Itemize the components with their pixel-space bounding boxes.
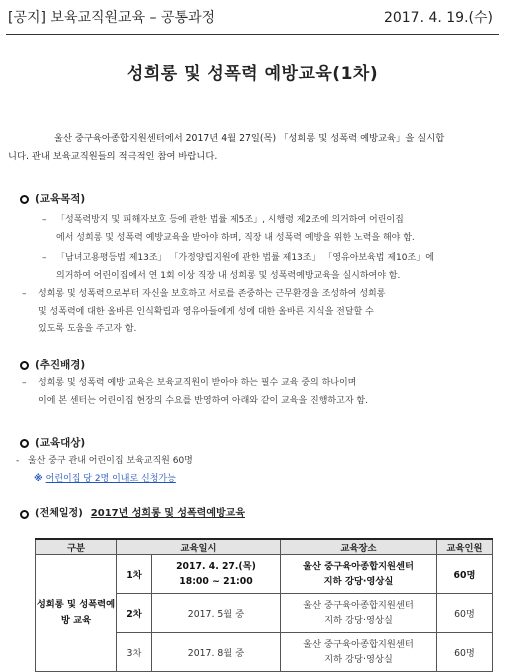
table-row	[36, 555, 493, 594]
list-item: – 성희롱 및 성폭력 예방 교육은 보육교직원이 받아야 하는 필수 교육 중의 하나이며 이에 본 센터는 어린이집 현장의 수요를 반영하여 아래와 같이 교육을 진행하고자 함.	[22, 378, 368, 406]
section-schedule	[20, 505, 490, 523]
table-header-row	[36, 539, 493, 555]
list-item: – 성희롱 및 성폭력으로부터 자신을 보호하고 서로를 존중하는 근무환경을 조성하여 성희롱 및 성폭력에 대한 올바른 인식확립과 영유아들에게 성에 대한 올바른 지식을 전달할 수 있도록 도움을 주고자 함.	[22, 289, 386, 334]
column-header: 교육인원	[437, 539, 493, 555]
section-purpose	[20, 190, 490, 339]
list-item: – 「성폭력방지 및 피해자보호 등에 관한 법률 제5조」, 시행령 제2조에 의거하여 어린이집 에서 성희롱 및 성폭력 예방교육을 받아야 하며, 직장 내 성폭력 예방을 위한 노력을 해야 함.	[42, 215, 415, 243]
intro-paragraph	[8, 130, 496, 166]
circle-bullet-icon	[20, 439, 29, 448]
circle-bullet-icon	[20, 510, 29, 519]
section-heading-text: (교육대상)	[35, 437, 86, 449]
list-item: - 울산 중구 관내 어린이집 보육교직원 60명	[16, 456, 193, 466]
note-line: ※ 어린이집 당 2명 이내로 신청가능	[34, 473, 176, 484]
list-item: – 「남녀고용평등법 제13조」 「가정양립지원에 관한 법률 제13조」 「영유아보육법 제10조」에 의거하여 어린이집에서 연 1회 이상 직장 내 성희롱 및 성폭력예방교육을 실시하여야 함.	[42, 253, 434, 281]
section-heading-text: (전체일정)	[35, 508, 83, 519]
schedule-subtitle: 2017년 성희롱 및 성폭력예방교육	[90, 508, 245, 519]
round-cell: 2차	[117, 594, 152, 633]
place-cell: 울산 중구육아종합지원센터 지하 강당·영상실	[281, 594, 437, 633]
notice-category: [공지] 보육교직원교육 – 공통과정	[8, 10, 216, 26]
section-heading-text: (추진배경)	[35, 359, 86, 371]
date-cell: 2017. 8월 중	[152, 633, 281, 672]
round-cell: 1차	[117, 555, 152, 594]
round-cell: 3차	[117, 633, 152, 672]
notice-header	[6, 0, 499, 35]
intro-line: 니다. 관내 보육교직원들의 적극적인 참여 바랍니다.	[8, 151, 218, 162]
section-heading	[20, 190, 490, 208]
count-cell: 60명	[437, 594, 493, 633]
section-background	[20, 356, 490, 410]
section-target	[16, 434, 490, 488]
circle-bullet-icon	[20, 361, 29, 370]
column-header: 교육장소	[281, 539, 437, 555]
section-heading	[20, 434, 490, 452]
schedule-table	[35, 538, 493, 672]
notice-date: 2017. 4. 19.(수)	[383, 10, 493, 26]
document-title: 성희롱 및 성폭력 예방교육(1차)	[126, 64, 379, 84]
place-cell: 울산 중구육아종합지원센터 지하 강당·영상실	[281, 555, 437, 594]
place-cell: 울산 중구육아종합지원센터 지하 강당·영상실	[281, 633, 437, 672]
date-cell: 2017. 5월 중	[152, 594, 281, 633]
column-header: 교육일시	[117, 539, 281, 555]
section-heading	[20, 356, 490, 374]
count-cell: 60명	[437, 555, 493, 594]
count-cell: 60명	[437, 633, 493, 672]
section-heading-text: (교육목적)	[35, 193, 86, 205]
date-cell: 2017. 4. 27.(목) 18:00 ~ 21:00	[152, 555, 281, 594]
circle-bullet-icon	[20, 195, 29, 204]
column-header: 구분	[36, 539, 117, 555]
section-heading	[20, 505, 490, 523]
intro-line: 울산 중구육아종합지원센터에서 2017년 4월 27일(목) 「성희롱 및 성폭력 예방교육」을 실시합	[54, 133, 445, 144]
category-cell: 성희롱 및 성폭력예방 교육	[36, 555, 117, 672]
